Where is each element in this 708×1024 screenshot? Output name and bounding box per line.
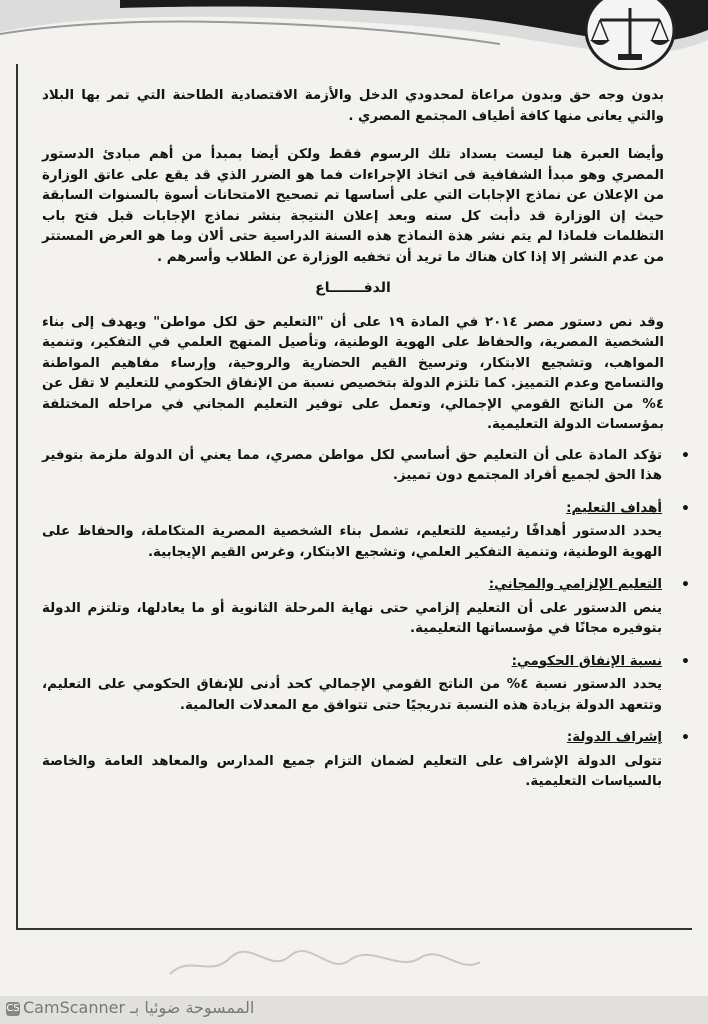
document-body	[42, 86, 690, 805]
point-body: يحدد الدستور أهدافًا رئيسية للتعليم، تشمل بناء الشخصية المصرية المتكاملة، والحفاظ على الهوية الوطنية، وتنمية التفكير العلمي، وتشجيع الابتكار، وغرس القيم الإيجابية.	[42, 524, 662, 560]
paragraph-1: بدون وجه حق وبدون مراعاة لمحدودي الدخل والأزمة الاقتصادية الطاحنة التي تمر بها البلاد والتي يعانى منها كافة أطياف المجتمع المصري .	[42, 88, 664, 124]
point-body: تتولى الدولة الإشراف على التعليم لضمان التزام جميع المدارس والمعاهد العامة والخاصة بالسياسات التعليمية.	[42, 753, 662, 789]
point-body: تؤكد المادة على أن التعليم حق أساسي لكل مواطن مصري، مما يعني أن الدولة ملزمة بتوفير هذا الحق لجميع أفراد المجتمع دون تمييز.	[42, 447, 662, 483]
watermark-app-name: CamScanner	[23, 998, 126, 1017]
bullet-icon: •	[681, 577, 690, 593]
bullet-icon: •	[681, 730, 690, 746]
points-list	[42, 446, 690, 793]
scales-of-justice-icon	[578, 0, 682, 70]
point-5	[42, 728, 690, 793]
point-body: ينص الدستور على أن التعليم إلزامي حتى نهاية المرحلة الثانوية أو ما يعادلها، وتلتزم الدولة بتوفيره مجانًا في مؤسساتها التعليمية.	[42, 600, 662, 636]
bullet-icon: •	[681, 500, 690, 517]
point-1	[42, 446, 690, 487]
page-frame-bottom	[16, 928, 692, 930]
camscanner-watermark	[6, 998, 254, 1017]
point-title: نسبة الإنفاق الحكومي:	[511, 653, 662, 669]
faint-handwriting-mark	[160, 944, 490, 984]
page-frame-left	[16, 64, 18, 930]
defense-paragraph: وقد نص دستور مصر ٢٠١٤ في المادة ١٩ على أن "التعليم حق لكل مواطن" ويهدف إلى بناء الشخصية المصرية، والحفاظ على الهوية الوطنية، وتأصيل المنهج العلمي في التفكير، وتنمية المواهب، وتشجيع الابتكار، وترسيخ القيم الحضارية والروحية، وإرساء مفاهيم المواطنة والتسامح وعدم التمييز. كما تلتزم الدولة بتخصيص نسبة من الإنفاق الحكومي للتعليم لا تقل عن ٤% من الناتج القومي الإجمالي، وتعمل على توفير التعليم المجاني في مراحله المختلفة بمؤسسات الدولة التعليمية.	[42, 314, 664, 432]
bullet-icon: •	[681, 653, 690, 670]
point-4	[42, 652, 690, 717]
point-body: يحدد الدستور نسبة ٤% من الناتج القومي الإجمالي كحد أدنى للإنفاق الحكومي على التعليم، وتتعهد الدولة بزيادة هذه النسبة تدريجيًا حتى تتوافق مع المعدلات العالمية.	[42, 677, 662, 713]
point-3	[42, 575, 690, 640]
point-title: إشراف الدولة:	[566, 730, 662, 745]
point-title: أهداف التعليم:	[566, 500, 662, 516]
watermark-prefix: الممسوحة ضوئيا بـ	[130, 998, 255, 1017]
camscanner-logo-icon: CS	[6, 1002, 20, 1014]
section-title: الدفـــــــاع	[315, 280, 391, 296]
point-title: التعليم الإلزامي والمجاني:	[488, 577, 662, 592]
point-2	[42, 499, 690, 564]
paragraph-2: وأيضا العبرة هنا ليست بسداد تلك الرسوم فقط ولكن أيضا بمبدأ من أهم مبادئ الدستور المصري وهو مبدأ الشفافية فى اتخاذ الإجراءات فما هو الضرر الذي قد يقع على عاتق الوزارة من الإعلان عن نماذج الإجابات التي على أساسها تم تصحيح الامتحانات أسوة بالسنوات السابقة حيث إن الوزارة قد دأبت كل سنه وبعد إعلان النتيجة بنشر نماذج الإجابات قبل فتح باب التظلمات فلماذا لم يتم نشر هذة النماذج هذه السنة الدراسية حتى ألان وما هو العرض المستتر من عدم النشر إلا إذا كان هناك ما تريد أن تخفيه الوزارة عن الطلاب وأسرهم .	[42, 147, 664, 265]
bullet-icon: •	[681, 447, 690, 464]
